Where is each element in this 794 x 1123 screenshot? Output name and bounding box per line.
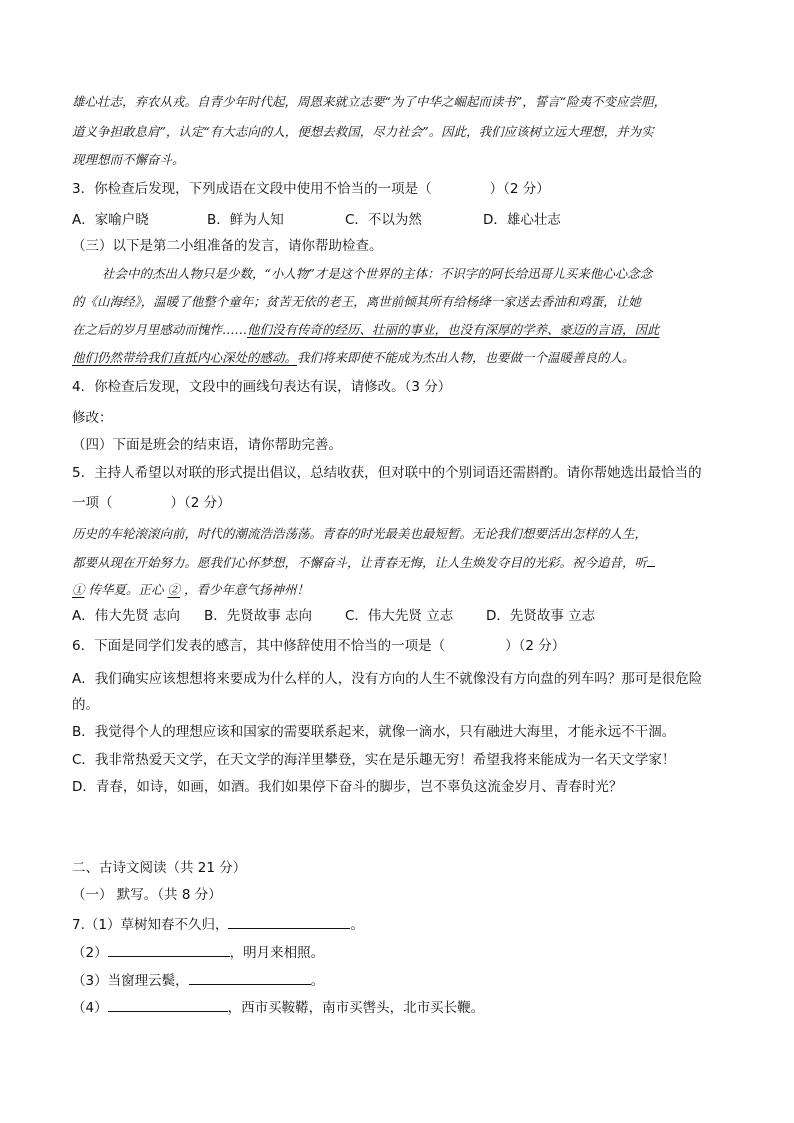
question-6-option-b[interactable]: B．我觉得个人的理想应该和国家的需要联系起来，就像一滴水，只有融进大海里，才能永远不干涸。 [72, 724, 676, 740]
subsection-1-heading: （一） 默写。（共 8 分） [72, 887, 222, 903]
section-3-heading: （三）以下是第二小组准备的发言，请你帮助检查。 [72, 238, 383, 254]
question-6-option-a-line-1[interactable]: A．我们确实应该想想将来要成为什么样的人，没有方向的人生不就像没有方向盘的列车吗？那可是很危险 [72, 671, 703, 687]
question-4-stem: 4．你检查后发现，文段中的画线句表达有误，请修改。（3 分） [72, 379, 452, 395]
section-2-title: 二、古诗文阅读（共 21 分） [72, 860, 247, 876]
question-3-options [72, 210, 561, 230]
question-7-1-end: 。 [350, 917, 364, 933]
question-3-stem [72, 179, 550, 199]
underlined-sentence-part-2: 他们仍然带给我们直抵内心深处的感动。 [72, 350, 298, 365]
question-6-option-c[interactable]: C．我非常热爱天文学，在天文学的海洋里攀登，实在是乐趣无穷！希望我将来能成为一名天文学家！ [72, 752, 676, 768]
question-7-1-blank[interactable] [228, 914, 350, 929]
question-3-score: ）（2 分） [489, 181, 550, 197]
blank-1-start [647, 552, 655, 567]
question-6-stem [72, 636, 565, 656]
blank-1-marker: ① [72, 582, 85, 597]
question-7-2-text: ，明月来相照。 [229, 945, 325, 961]
question-5-score: ）（2 分） [170, 495, 231, 511]
option-c[interactable]: C．不以为然 [345, 212, 422, 228]
question-6-score: ）（2 分） [505, 638, 566, 654]
passage-2-line-4-plain: 我们将来即使不能成为杰出人物，也要做一个温暖善良的人。 [297, 350, 635, 365]
couplet-text-b: ，看少年意气扬神州！ [179, 582, 309, 597]
option-d[interactable]: D．雄心壮志 [483, 212, 561, 228]
passage-2-line-1: 社会中的杰出人物只是少数，“小人物”才是这个世界的主体：不识字的阿长给迅哥儿买来他心心念念 [102, 266, 653, 281]
question-6-option-d[interactable]: D．青春，如诗，如画，如酒。我们如果停下奋斗的脚步，岂不辜负这流金岁月、青春时光？ [72, 779, 623, 795]
question-7-4-label: （4） [72, 1000, 108, 1016]
question-5-stem-line-2 [72, 493, 231, 513]
section-4-heading: （四）下面是班会的结束语，请你帮助完善。 [72, 437, 342, 453]
question-7-3-text: （3）当窗理云鬓， [72, 973, 189, 989]
question-7-3 [72, 970, 324, 991]
option-b[interactable]: B．先贤故事 志向 [204, 608, 313, 624]
option-c[interactable]: C．伟大先贤 立志 [345, 608, 454, 624]
question-5-stem-line-1: 5．主持人希望以对联的形式提出倡议，总结收获，但对联中的个别词语还需斟酌。请你帮她选出最恰当的 [72, 465, 702, 481]
question-5-stem-text: 一项（ [72, 495, 113, 511]
couplet-text-a: 传华夏。正心 [84, 582, 168, 597]
option-d[interactable]: D．先贤故事 立志 [486, 608, 596, 624]
question-7-1-text: 7.（1）草树知春不久归， [72, 917, 229, 933]
question-7-3-end: 。 [310, 973, 325, 989]
option-a[interactable]: A．伟大先贤 志向 [72, 608, 181, 624]
passage-1-line-2: 道义争担敢息肩”，认定“有大志向的人，便想去救国，尽力社会”。因此，我们应该树立远大理想，并为实 [72, 124, 654, 139]
question-7-2-label: （2） [72, 945, 108, 961]
blank-2-marker: ② [167, 582, 180, 597]
question-4-fix-label: 修改： [72, 410, 113, 426]
couplet-passage-line-3 [72, 580, 309, 600]
underlined-sentence-part-1: 他们没有传奇的经历、壮丽的事业，也没有深厚的学养、豪迈的言语，因此 [247, 322, 660, 337]
option-b[interactable]: B．鲜为人知 [207, 212, 284, 228]
question-7-2 [72, 942, 324, 963]
couplet-passage-line-1: 历史的车轮滚滚向前，时代的潮流浩浩荡荡。青春的时光最美也最短暂。无论我们想要活出怎样的人生， [72, 526, 648, 541]
passage-2-line-3-plain: 在之后的岁月里感动而愧怍…… [72, 322, 248, 337]
question-7-4-text: ，西市买鞍鞯，南市买辔头，北市买长鞭。 [227, 1000, 485, 1016]
question-7-2-blank[interactable] [108, 942, 230, 957]
question-7-4-blank[interactable] [108, 997, 228, 1012]
question-6-stem-text: 6．下面是同学们发表的感言，其中修辞使用不恰当的一项是（ [72, 638, 446, 654]
passage-1-line-1: 雄心壮志，弃农从戎。自青少年时代起，周恩来就立志要“为了中华之崛起而读书”，誓言“险夷不变应尝胆， [72, 94, 667, 109]
question-6-option-a-line-2: 的。 [72, 697, 99, 713]
question-7-3-blank[interactable] [189, 970, 311, 985]
couplet-passage-line-2 [72, 552, 655, 573]
passage-2-line-2: 的《山海经》，温暖了他整个童年；贫苦无依的老王，离世前倾其所有给杨绛一家送去香油和鸡蛋，让她 [72, 294, 641, 309]
option-a[interactable]: A．家喻户晓 [72, 212, 149, 228]
question-3-stem-text: 3．你检查后发现，下列成语在文段中使用不恰当的一项是（ [72, 181, 432, 197]
passage-2-line-4 [72, 348, 635, 368]
passage-1-line-3: 现理想而不懈奋斗。 [72, 152, 185, 167]
question-7-1 [72, 914, 364, 935]
question-5-options [72, 606, 595, 626]
couplet-passage-line-2-text: 都要从现在开始努力。愿我们心怀梦想，不懈奋斗，让青春无悔，让人生焕发夺目的光彩。祝今追昔，听 [72, 555, 648, 570]
passage-2-line-3 [72, 320, 660, 340]
question-7-4 [72, 997, 484, 1018]
